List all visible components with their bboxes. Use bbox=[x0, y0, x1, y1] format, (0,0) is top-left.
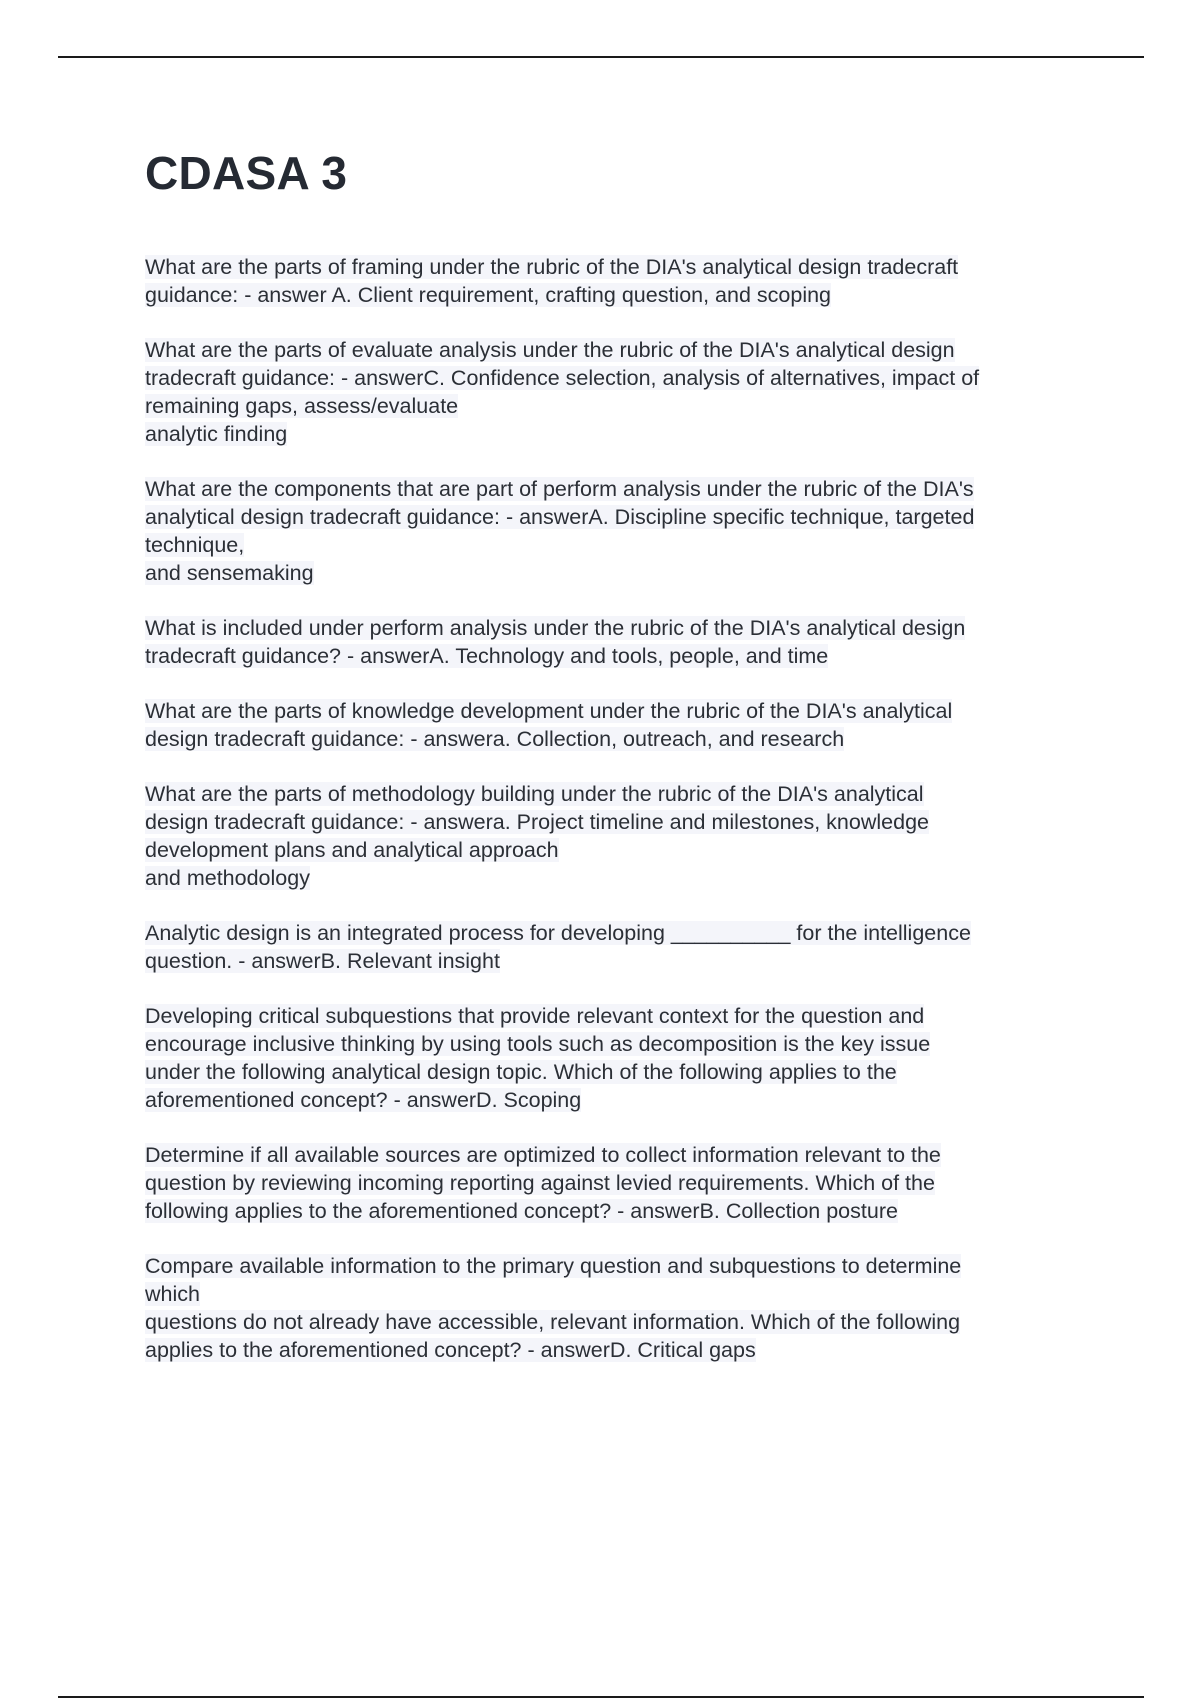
qa-line: and sensemaking bbox=[145, 561, 314, 585]
document-title: CDASA 3 bbox=[145, 147, 348, 199]
qa-line: design tradecraft guidance: - answera. Collection, outreach, and research bbox=[145, 727, 845, 751]
qa-line: technique, bbox=[145, 533, 245, 557]
qa-item bbox=[145, 253, 1085, 309]
qa-line: applies to the aforementioned concept? - answerD. Critical gaps bbox=[145, 1338, 756, 1362]
qa-line: What are the parts of knowledge development under the rubric of the DIA's analytical bbox=[145, 699, 953, 723]
document-body bbox=[145, 143, 1085, 1391]
qa-line: What are the components that are part of perform analysis under the rubric of the DIA's bbox=[145, 477, 974, 501]
top-rule bbox=[58, 56, 1144, 58]
qa-item bbox=[145, 697, 1085, 753]
qa-line: What is included under perform analysis under the rubric of the DIA's analytical design bbox=[145, 616, 966, 640]
qa-line: which bbox=[145, 1282, 200, 1306]
qa-line: question by reviewing incoming reporting against levied requirements. Which of the bbox=[145, 1171, 935, 1195]
bottom-rule bbox=[58, 1696, 1144, 1698]
qa-line: Compare available information to the primary question and subquestions to determine bbox=[145, 1254, 962, 1278]
qa-line: What are the parts of methodology building under the rubric of the DIA's analytical bbox=[145, 782, 924, 806]
qa-line: questions do not already have accessible, relevant information. Which of the following bbox=[145, 1310, 961, 1334]
qa-line: tradecraft guidance: - answerC. Confidence selection, analysis of alternatives, impact of bbox=[145, 366, 980, 390]
qa-line: development plans and analytical approach bbox=[145, 838, 559, 862]
qa-item bbox=[145, 475, 1085, 587]
qa-line: remaining gaps, assess/evaluate bbox=[145, 394, 459, 418]
qa-item bbox=[145, 1252, 1085, 1364]
qa-line: Analytic design is an integrated process for developing __________ for the intelligence bbox=[145, 921, 971, 945]
qa-line: design tradecraft guidance: - answera. Project timeline and milestones, knowledge bbox=[145, 810, 929, 834]
qa-line: analytical design tradecraft guidance: - answerA. Discipline specific technique, targeted bbox=[145, 505, 975, 529]
qa-line: tradecraft guidance? - answerA. Technology and tools, people, and time bbox=[145, 644, 829, 668]
qa-item bbox=[145, 780, 1085, 892]
qa-line: question. - answerB. Relevant insight bbox=[145, 949, 500, 973]
qa-line: aforementioned concept? - answerD. Scoping bbox=[145, 1088, 582, 1112]
qa-line: What are the parts of framing under the rubric of the DIA's analytical design tradecraft bbox=[145, 255, 959, 279]
qa-line: Developing critical subquestions that provide relevant context for the question and bbox=[145, 1004, 925, 1028]
qa-line: Determine if all available sources are optimized to collect information relevant to the bbox=[145, 1143, 941, 1167]
qa-line: under the following analytical design topic. Which of the following applies to the bbox=[145, 1060, 897, 1084]
qa-list bbox=[145, 253, 1085, 1364]
qa-line: and methodology bbox=[145, 866, 310, 890]
qa-item bbox=[145, 336, 1085, 448]
qa-item bbox=[145, 1141, 1085, 1225]
qa-line: analytic finding bbox=[145, 422, 288, 446]
qa-item bbox=[145, 1002, 1085, 1114]
qa-line: What are the parts of evaluate analysis under the rubric of the DIA's analytical design bbox=[145, 338, 955, 362]
qa-item bbox=[145, 614, 1085, 670]
qa-item bbox=[145, 919, 1085, 975]
qa-line: following applies to the aforementioned concept? - answerB. Collection posture bbox=[145, 1199, 898, 1223]
qa-line: guidance: - answer A. Client requirement, crafting question, and scoping bbox=[145, 283, 832, 307]
qa-line: encourage inclusive thinking by using tools such as decomposition is the key issue bbox=[145, 1032, 931, 1056]
